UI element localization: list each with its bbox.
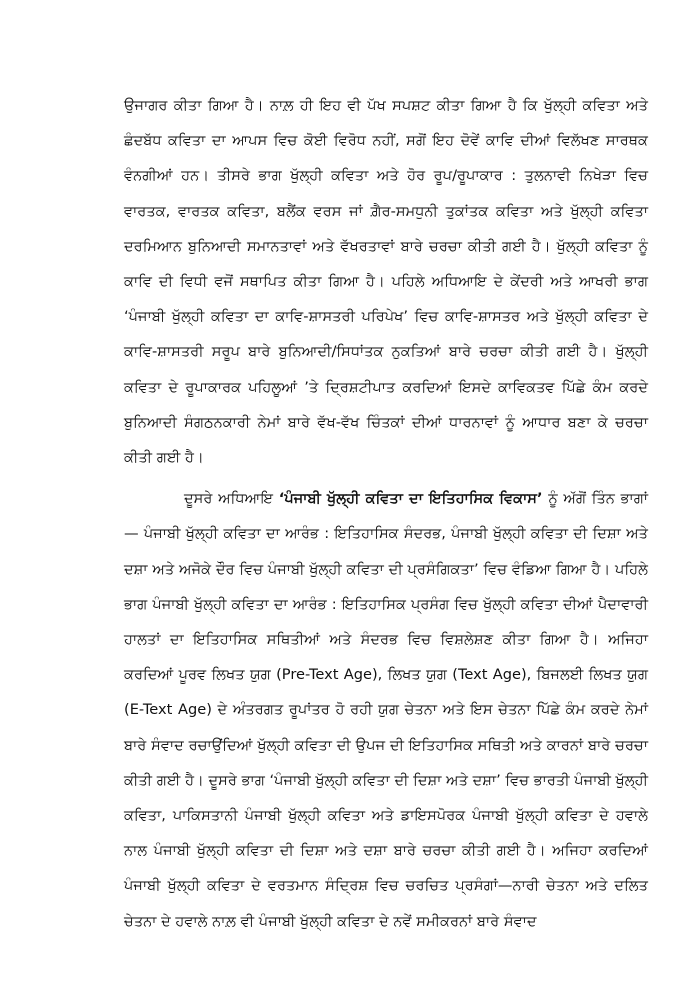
paragraph-1: ਉਜਾਗਰ ਕੀਤਾ ਗਿਆ ਹੈ। ਨਾਲ਼ ਹੀ ਇਹ ਵੀ ਪੱਖ ਸਪਸ਼ਟ ਕੀਤਾ ਗਿਆ ਹੈ ਕਿ ਖੁੱਲ੍ਹੀ ਕਵਿਤਾ ਅਤੇ ਛੰਦਬੱਧ ਕਵਿਤਾ ਦਾ ਆਪਸ ਵਿਚ ਕੋਈ ਵਿਰੋਧ ਨਹੀਂ, ਸਗੋਂ ਇਹ ਦੋਵੇਂ ਕਾਵਿ ਦੀਆਂ ਵਿਲੱਖਣ ਸਾਰਥਕ ਵੰਨਗੀਆਂ ਹਨ। ਤੀਸਰੇ ਭਾਗ ਖੁੱਲ੍ਹੀ ਕਵਿਤਾ ਅਤੇ ਹੋਰ ਰੂਪ/ਰੂਪਾਕਾਰ : ਤੁਲਨਾਵੀ ਨਿਖੇੜਾ ਵਿਚ ਵਾਰਤਕ, ਵਾਰਤਕ ਕਵਿਤਾ, ਬਲੈਂਕ ਵਰਸ ਜਾਂ ਗ਼ੈਰ-ਸਮਧੁਨੀ ਤੁਕਾਂਤਕ ਕਵਿਤਾ ਅਤੇ ਖੁੱਲ੍ਹੀ ਕਵਿਤਾ ਦਰਮਿਆਨ ਬੁਨਿਆਦੀ ਸਮਾਨਤਾਵਾਂ ਅਤੇ ਵੱਖਰਤਾਵਾਂ ਬਾਰੇ ਚਰਚਾ ਕੀਤੀ ਗਈ ਹੈ। ਖੁੱਲ੍ਹੀ ਕਵਿਤਾ ਨੂੰ ਕਾਵਿ ਦੀ ਵਿਧੀ ਵਜੋਂ ਸਥਾਪਿਤ ਕੀਤਾ ਗਿਆ ਹੈ। ਪਹਿਲੇ ਅਧਿਆਇ ਦੇ ਕੇਂਦਰੀ ਅਤੇ ਆਖਰੀ ਭਾਗ ‘ਪੰਜਾਬੀ ਖੁੱਲ੍ਹੀ ਕਵਿਤਾ ਦਾ ਕਾਵਿ-ਸ਼ਾਸਤਰੀ ਪਰਿਪੇਖ’ ਵਿਚ ਕਾਵਿ-ਸ਼ਾਸਤਰ ਅਤੇ ਖੁੱਲ੍ਹੀ ਕਵਿਤਾ ਦੇ ਕਾਵਿ-ਸ਼ਾਸਤਰੀ ਸਰੂਪ ਬਾਰੇ ਬੁਨਿਆਦੀ/ਸਿਧਾਂਤਕ ਨੁਕਤਿਆਂ ਬਾਰੇ ਚਰਚਾ ਕੀਤੀ ਗਈ ਹੈ। ਖੁੱਲ੍ਹੀ ਕਵਿਤਾ ਦੇ ਰੂਪਾਕਾਰਕ ਪਹਿਲੂਆਂ ’ਤੇ ਦ੍ਰਿਸ਼ਟੀਪਾਤ ਕਰਦਿਆਂ ਇਸਦੇ ਕਾਵਿਕਤਵ ਪਿੱਛੇ ਕੰਮ ਕਰਦੇ ਬੁਨਿਆਦੀ ਸੰਗਠਨਕਾਰੀ ਨੇਮਾਂ ਬਾਰੇ ਵੱਖ-ਵੱਖ ਚਿੰਤਕਾਂ ਦੀਆਂ ਧਾਰਨਾਵਾਂ ਨੂੰ ਆਧਾਰ ਬਣਾ ਕੇ ਚਰਚਾ ਕੀਤੀ ਗਈ ਹੈ। [124, 97, 648, 467]
paragraph-2-body: ਨੂੰ ਅੱਗੋਂ ਤਿੰਨ ਭਾਗਾਂ — ਪੰਜਾਬੀ ਖੁੱਲ੍ਹੀ ਕਵਿਤਾ ਦਾ ਆਰੰਭ : ਇਤਿਹਾਸਿਕ ਸੰਦਰਭ, ਪੰਜਾਬੀ ਖੁੱਲ੍ਹੀ ਕਵਿਤਾ ਦੀ ਦਿਸ਼ਾ ਅਤੇ ਦਸ਼ਾ ਅਤੇ ਅਜੋਕੇ ਦੌਰ ਵਿਚ ਪੰਜਾਬੀ ਖੁੱਲ੍ਹੀ ਕਵਿਤਾ ਦੀ ਪ੍ਰਸੰਗਿਕਤਾ’ ਵਿਚ ਵੰਡਿਆ ਗਿਆ ਹੈ। ਪਹਿਲੇ ਭਾਗ ਪੰਜਾਬੀ ਖੁੱਲ੍ਹੀ ਕਵਿਤਾ ਦਾ ਆਰੰਭ : ਇਤਿਹਾਸਿਕ ਪ੍ਰਸੰਗ ਵਿਚ ਖੁੱਲ੍ਹੀ ਕਵਿਤਾ ਦੀਆਂ ਪੈਦਾਵਾਰੀ ਹਾਲਤਾਂ ਦਾ ਇਤਿਹਾਸਿਕ ਸਥਿਤੀਆਂ ਅਤੇ ਸੰਦਰਭ ਵਿਚ ਵਿਸ਼ਲੇਸ਼ਣ ਕੀਤਾ ਗਿਆ ਹੈ। ਅਜਿਹਾ ਕਰਦਿਆਂ ਪੂਰਵ ਲਿਖਤ ਯੁਗ (Pre-Text Age), ਲਿਖਤ ਯੁਗ (Text Age), ਬਿਜਲਈ ਲਿਖਤ ਯੁਗ (E-Text Age) ਦੇ ਅੰਤਰਗਤ ਰੂਪਾਂਤਰ ਹੋ ਰਹੀ ਯੁਗ ਚੇਤਨਾ ਅਤੇ ਇਸ ਚੇਤਨਾ ਪਿੱਛੇ ਕੰਮ ਕਰਦੇ ਨੇਮਾਂ ਬਾਰੇ ਸੰਵਾਦ ਰਚਾਉਂਦਿਆਂ ਖੁੱਲ੍ਹੀ ਕਵਿਤਾ ਦੀ ਉਪਜ ਦੀ ਇਤਿਹਾਸਿਕ ਸਥਿਤੀ ਅਤੇ ਕਾਰਨਾਂ ਬਾਰੇ ਚਰਚਾ ਕੀਤੀ ਗਈ ਹੈ। ਦੂਸਰੇ ਭਾਗ ‘ਪੰਜਾਬੀ ਖੁੱਲ੍ਹੀ ਕਵਿਤਾ ਦੀ ਦਿਸ਼ਾ ਅਤੇ ਦਸ਼ਾ’ ਵਿਚ ਭਾਰਤੀ ਪੰਜਾਬੀ ਖੁੱਲ੍ਹੀ ਕਵਿਤਾ, ਪਾਕਿਸਤਾਨੀ ਪੰਜਾਬੀ ਖੁੱਲ੍ਹੀ ਕਵਿਤਾ ਅਤੇ ਡਾਇਸਪੋਰਕ ਪੰਜਾਬੀ ਖੁੱਲ੍ਹੀ ਕਵਿਤਾ ਦੇ ਹਵਾਲੇ ਨਾਲ ਪੰਜਾਬੀ ਖੁੱਲ੍ਹੀ ਕਵਿਤਾ ਦੀ ਦਿਸ਼ਾ ਅਤੇ ਦਸ਼ਾ ਬਾਰੇ ਚਰਚਾ ਕੀਤੀ ਗਈ ਹੈ। ਅਜਿਹਾ ਕਰਦਿਆਂ ਪੰਜਾਬੀ ਖੁੱਲ੍ਹੀ ਕਵਿਤਾ ਦੇ ਵਰਤਮਾਨ ਸੰਦ੍ਰਿਸ਼ ਵਿਚ ਚਰਚਿਤ ਪ੍ਰਸੰਗਾਂ—ਨਾਰੀ ਚੇਤਨਾ ਅਤੇ ਦਲਿਤ ਚੇਤਨਾ ਦੇ ਹਵਾਲੇ ਨਾਲ਼ ਵੀ ਪੰਜਾਬੀ ਖੁੱਲ੍ਹੀ ਕਵਿਤਾ ਦੇ ਨਵੇਂ ਸਮੀਕਰਨਾਂ ਬਾਰੇ ਸੰਵਾਦ [124, 490, 648, 930]
paragraph-2-lead: ਦੂਸਰੇ ਅਧਿਆਇ [184, 490, 279, 508]
chapter-title: ‘ਪੰਜਾਬੀ ਖੁੱਲ੍ਹੀ ਕਵਿਤਾ ਦਾ ਇਤਿਹਾਸਿਕ ਵਿਕਾਸ’ [278, 490, 543, 508]
paragraph-2 [124, 481, 648, 939]
